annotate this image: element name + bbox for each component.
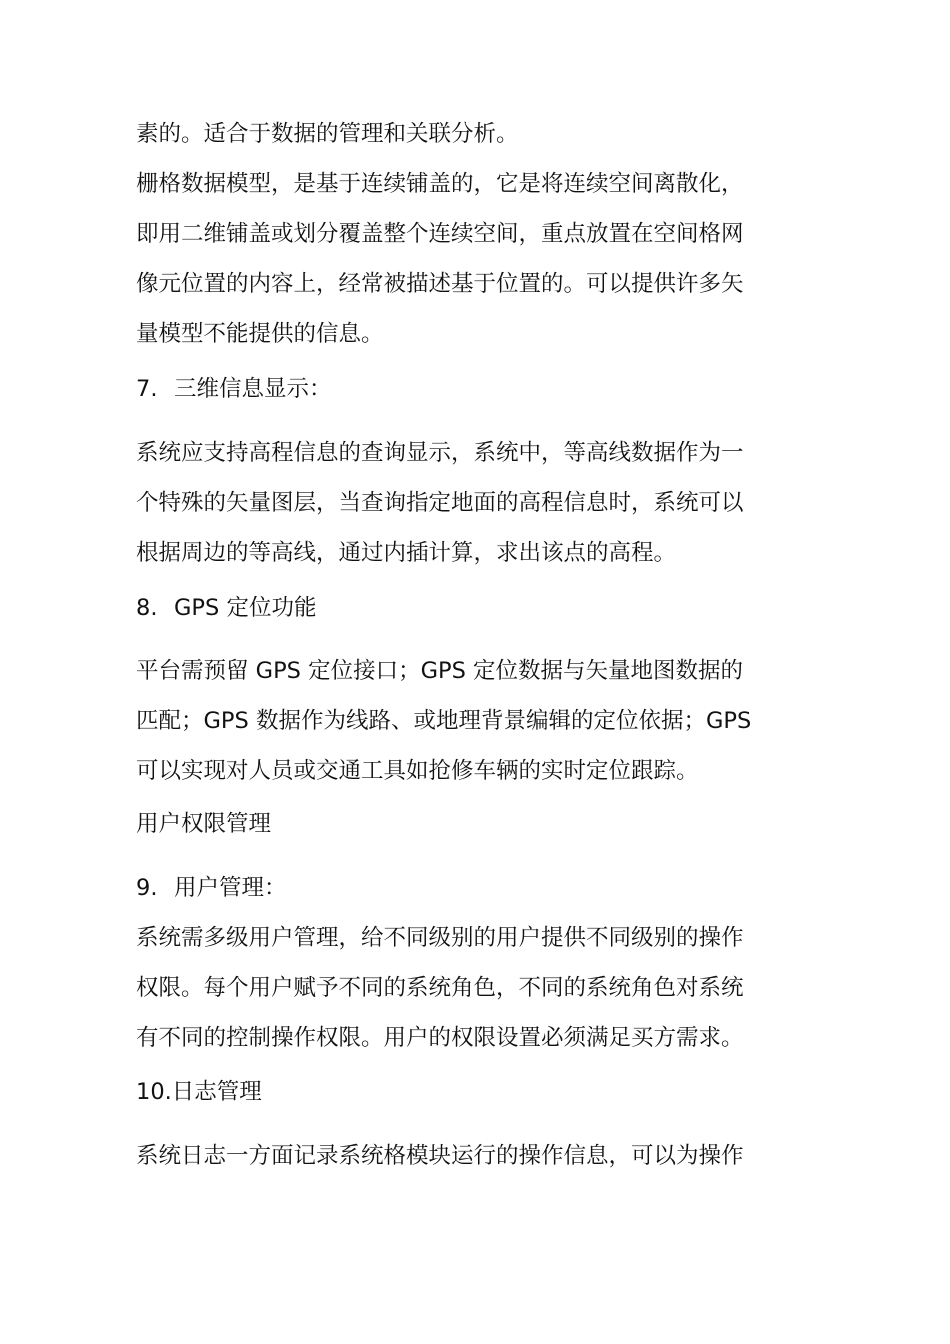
paragraph-line: 可以实现对人员或交通工具如抢修车辆的实时定位跟踪。 xyxy=(136,758,699,784)
paragraph-line: 像元位置的内容上，经常被描述基于位置的。可以提供许多矢 xyxy=(136,271,744,297)
heading-number: 8. xyxy=(136,595,158,621)
paragraph-line: 有不同的控制操作权限。用户的权限设置必须满足买方需求。 xyxy=(136,1025,744,1051)
heading-number: 7. xyxy=(136,376,158,402)
heading-7 xyxy=(136,374,816,404)
heading-title: GPS 定位功能 xyxy=(174,595,317,621)
paragraph-line: 系统日志一方面记录系统格模块运行的操作信息，可以为操作 xyxy=(136,1143,744,1169)
heading-number: 9. xyxy=(136,875,158,901)
paragraph-line: 权限。每个用户赋予不同的系统角色，不同的系统角色对系统 xyxy=(136,975,744,1001)
paragraph-line: 素的。适合于数据的管理和关联分析。 xyxy=(136,121,519,147)
heading-9 xyxy=(136,873,816,903)
heading-title: 三维信息显示： xyxy=(174,376,332,402)
paragraph-line: 个特殊的矢量图层，当查询指定地面的高程信息时，系统可以 xyxy=(136,490,744,516)
paragraph-line: 栅格数据模型，是基于连续铺盖的，它是将连续空间离散化， xyxy=(136,171,744,197)
paragraph-line: 系统需多级用户管理，给不同级别的用户提供不同级别的操作 xyxy=(136,925,744,951)
heading-8 xyxy=(136,593,816,623)
paragraph-line: 量模型不能提供的信息。 xyxy=(136,321,384,347)
heading-title: 用户管理： xyxy=(174,875,287,901)
section-title: 用户权限管理 xyxy=(136,811,272,837)
paragraph-line: 根据周边的等高线，通过内插计算，求出该点的高程。 xyxy=(136,540,677,566)
paragraph-line: 即用二维铺盖或划分覆盖整个连续空间，重点放置在空间格网 xyxy=(136,221,744,247)
paragraph-line: 平台需预留 GPS 定位接口；GPS 定位数据与矢量地图数据的 xyxy=(136,658,744,684)
heading-10: 10.日志管理 xyxy=(136,1079,262,1105)
paragraph-line: 匹配；GPS 数据作为线路、或地理背景编辑的定位依据；GPS xyxy=(136,708,752,734)
paragraph-line: 系统应支持高程信息的查询显示，系统中，等高线数据作为一 xyxy=(136,440,744,466)
